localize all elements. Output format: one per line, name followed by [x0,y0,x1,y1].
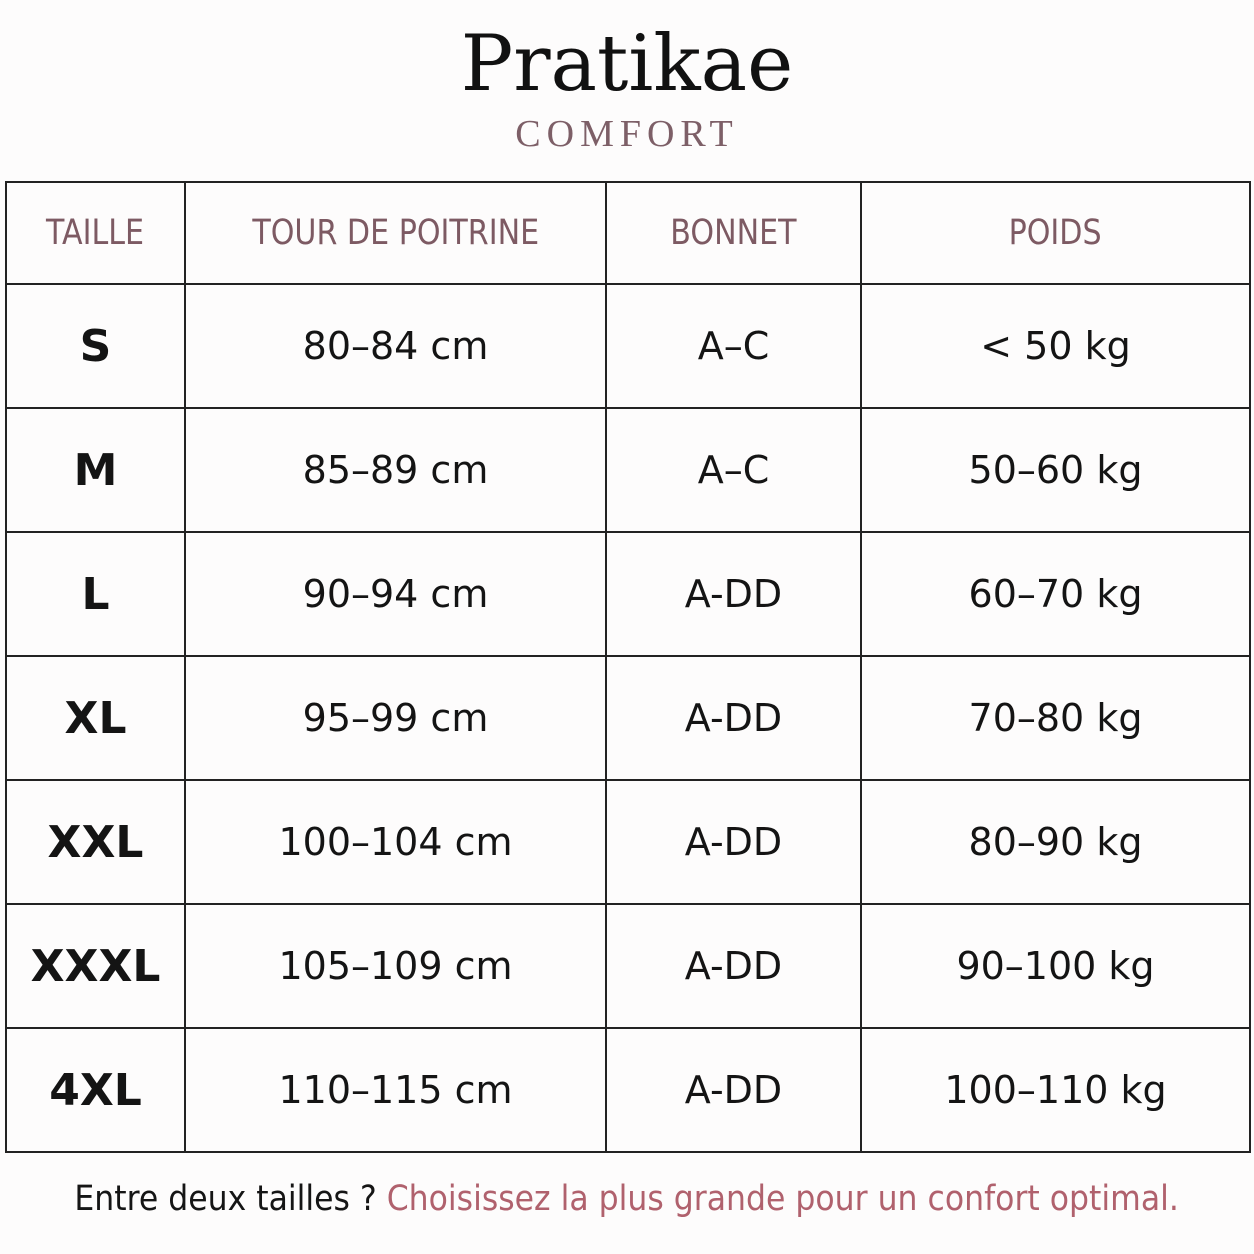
footer-question: Entre deux tailles ? [74,1179,378,1219]
bust-cell: 95–99 cm [185,656,606,780]
weight-cell: 100–110 kg [861,1028,1250,1152]
cup-cell: A–C [606,284,861,408]
bust-cell: 110–115 cm [185,1028,606,1152]
table-row [6,284,1250,408]
weight-cell: 60–70 kg [861,532,1250,656]
table-row [6,408,1250,532]
size-cell: M [6,408,185,532]
size-cell: L [6,532,185,656]
weight-cell: < 50 kg [861,284,1250,408]
table-row [6,532,1250,656]
cup-cell: A-DD [606,532,861,656]
cup-cell: A-DD [606,904,861,1028]
bust-cell: 85–89 cm [185,408,606,532]
bust-cell: 90–94 cm [185,532,606,656]
header-taille: TAILLE [6,182,185,284]
table-row [6,904,1250,1028]
weight-cell: 70–80 kg [861,656,1250,780]
cup-cell: A-DD [606,780,861,904]
size-cell: S [6,284,185,408]
table-header-row [6,182,1250,284]
header-bonnet: BONNET [606,182,861,284]
size-cell: 4XL [6,1028,185,1152]
weight-cell: 50–60 kg [861,408,1250,532]
weight-cell: 90–100 kg [861,904,1250,1028]
cup-cell: A–C [606,408,861,532]
header-tour-de-poitrine: TOUR DE POITRINE [185,182,606,284]
brand-subtitle: COMFORT [515,113,739,155]
footer-note [0,1176,1254,1222]
table-row [6,656,1250,780]
brand-name: Pratikae [460,19,794,109]
table-row [6,1028,1250,1152]
bust-cell: 80–84 cm [185,284,606,408]
cup-cell: A-DD [606,1028,861,1152]
footer-advice: Choisissez la plus grande pour un confort optimal. [387,1179,1180,1219]
size-chart-table [5,181,1251,1153]
table-row [6,780,1250,904]
size-cell: XXXL [6,904,185,1028]
cup-cell: A-DD [606,656,861,780]
size-cell: XXL [6,780,185,904]
size-cell: XL [6,656,185,780]
bust-cell: 100–104 cm [185,780,606,904]
bust-cell: 105–109 cm [185,904,606,1028]
weight-cell: 80–90 kg [861,780,1250,904]
header-poids: POIDS [861,182,1250,284]
